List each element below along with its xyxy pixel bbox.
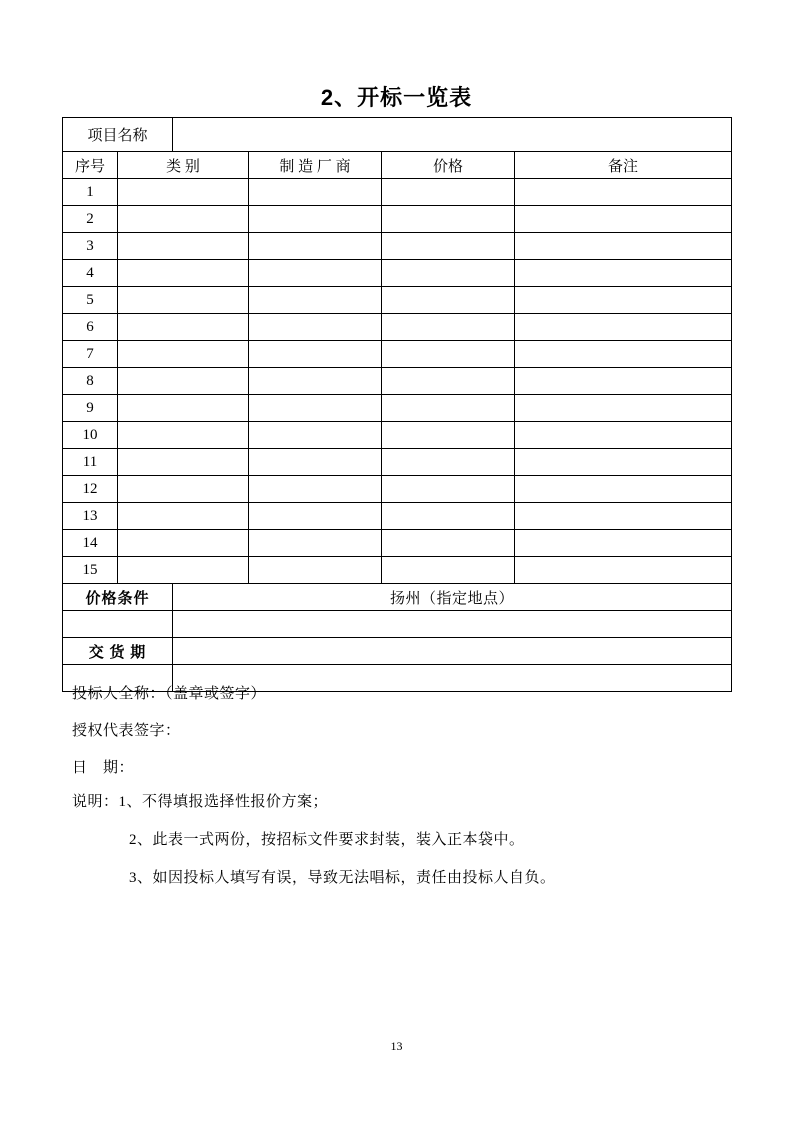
date-line: 日 期： — [72, 760, 135, 776]
remarks-cell — [515, 341, 732, 368]
remarks-cell — [515, 395, 732, 422]
note-item-1: 1、不得填报选择性报价方案； — [118, 794, 329, 810]
table-row — [63, 449, 732, 476]
category-cell — [118, 503, 249, 530]
category-cell — [118, 206, 249, 233]
manufacturer-cell — [249, 179, 382, 206]
footer-body — [63, 584, 732, 692]
price-cell — [382, 179, 515, 206]
category-cell — [118, 179, 249, 206]
table-row — [63, 206, 732, 233]
project-name-label: 项目名称 — [63, 118, 173, 152]
note-line-1 — [72, 794, 556, 810]
remarks-cell — [515, 422, 732, 449]
row-number-cell: 10 — [63, 422, 118, 449]
category-cell — [118, 260, 249, 287]
notes-block — [72, 794, 556, 908]
note-line-3: 3、如因投标人填写有误，导致无法唱标，责任由投标人自负。 — [129, 870, 556, 886]
table-row — [63, 233, 732, 260]
price-cell — [382, 449, 515, 476]
price-cell — [382, 422, 515, 449]
remarks-cell — [515, 287, 732, 314]
remarks-cell — [515, 233, 732, 260]
table-row — [63, 260, 732, 287]
table-row — [63, 557, 732, 584]
price-cell — [382, 260, 515, 287]
row-number-cell: 15 — [63, 557, 118, 584]
table-row — [63, 530, 732, 557]
price-cell — [382, 368, 515, 395]
manufacturer-cell — [249, 395, 382, 422]
delivery-label: 交 货 期 — [63, 638, 173, 665]
bidder-name-line: 投标人全称：（盖章或签字） — [72, 686, 267, 702]
manufacturer-cell — [249, 233, 382, 260]
table-row — [63, 395, 732, 422]
project-name-row — [63, 118, 732, 152]
header-manufacturer: 制 造 厂 商 — [249, 152, 382, 179]
category-cell — [118, 557, 249, 584]
table-row — [63, 503, 732, 530]
price-cell — [382, 341, 515, 368]
manufacturer-cell — [249, 341, 382, 368]
category-cell — [118, 449, 249, 476]
manufacturer-cell — [249, 260, 382, 287]
notes-label: 说明： — [72, 794, 119, 810]
price-cell — [382, 233, 515, 260]
remarks-cell — [515, 449, 732, 476]
remarks-cell — [515, 314, 732, 341]
header-remarks: 备注 — [515, 152, 732, 179]
header-row — [63, 152, 732, 179]
category-cell — [118, 341, 249, 368]
header-seq: 序号 — [63, 152, 118, 179]
price-condition-label: 价格条件 — [63, 584, 173, 611]
row-number-cell: 2 — [63, 206, 118, 233]
manufacturer-cell — [249, 368, 382, 395]
table-row — [63, 476, 732, 503]
delivery-value — [173, 638, 732, 665]
manufacturer-cell — [249, 314, 382, 341]
project-name-value — [173, 118, 732, 152]
table-row — [63, 287, 732, 314]
row-number-cell: 5 — [63, 287, 118, 314]
manufacturer-cell — [249, 530, 382, 557]
table-row — [63, 422, 732, 449]
row-number-cell: 12 — [63, 476, 118, 503]
row-number-cell: 13 — [63, 503, 118, 530]
price-cell — [382, 530, 515, 557]
manufacturer-cell — [249, 449, 382, 476]
page-title: 2、开标一览表 — [320, 85, 473, 110]
items-body — [63, 118, 732, 584]
delivery-row — [63, 638, 732, 665]
note-line-2: 2、此表一式两份，按招标文件要求封装，装入正本袋中。 — [129, 832, 525, 848]
table-row — [63, 179, 732, 206]
category-cell — [118, 233, 249, 260]
category-cell — [118, 530, 249, 557]
row-number-cell: 9 — [63, 395, 118, 422]
remarks-cell — [515, 503, 732, 530]
price-condition-row — [63, 584, 732, 611]
price-cell — [382, 476, 515, 503]
row-number-cell: 6 — [63, 314, 118, 341]
manufacturer-cell — [249, 557, 382, 584]
remarks-cell — [515, 206, 732, 233]
remarks-cell — [515, 179, 732, 206]
price-cell — [382, 557, 515, 584]
row-number-cell: 1 — [63, 179, 118, 206]
manufacturer-cell — [249, 206, 382, 233]
row-number-cell: 11 — [63, 449, 118, 476]
category-cell — [118, 395, 249, 422]
representative-signature-line: 授权代表签字： — [72, 723, 181, 739]
spacer-value-cell — [173, 611, 732, 638]
category-cell — [118, 476, 249, 503]
row-number-cell: 4 — [63, 260, 118, 287]
row-number-cell: 14 — [63, 530, 118, 557]
bid-opening-table — [62, 117, 732, 692]
price-cell — [382, 395, 515, 422]
manufacturer-cell — [249, 422, 382, 449]
row-number-cell: 3 — [63, 233, 118, 260]
header-category: 类 别 — [118, 152, 249, 179]
header-price: 价格 — [382, 152, 515, 179]
price-cell — [382, 503, 515, 530]
remarks-cell — [515, 530, 732, 557]
manufacturer-cell — [249, 476, 382, 503]
remarks-cell — [515, 557, 732, 584]
category-cell — [118, 287, 249, 314]
remarks-cell — [515, 260, 732, 287]
table-row — [63, 341, 732, 368]
page-number: 13 — [390, 1039, 403, 1053]
row-number-cell: 7 — [63, 341, 118, 368]
row-number-cell: 8 — [63, 368, 118, 395]
signature-block — [72, 686, 266, 797]
price-cell — [382, 314, 515, 341]
price-condition-value: 扬州（指定地点） — [173, 584, 732, 611]
price-cell — [382, 287, 515, 314]
remarks-cell — [515, 368, 732, 395]
table-row — [63, 368, 732, 395]
table-row — [63, 314, 732, 341]
manufacturer-cell — [249, 503, 382, 530]
manufacturer-cell — [249, 287, 382, 314]
spacer-row — [63, 611, 732, 638]
spacer-label-cell — [63, 611, 173, 638]
price-cell — [382, 206, 515, 233]
remarks-cell — [515, 476, 732, 503]
category-cell — [118, 314, 249, 341]
category-cell — [118, 368, 249, 395]
category-cell — [118, 422, 249, 449]
